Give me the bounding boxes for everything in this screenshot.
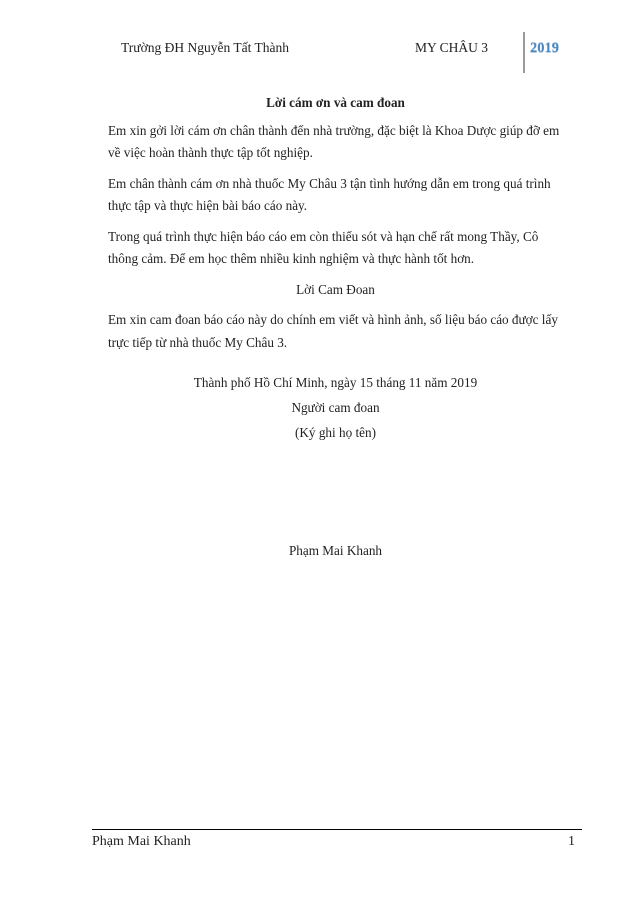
signer-label: Người cam đoan xyxy=(291,400,380,415)
signature-note: (Ký ghi họ tên) xyxy=(295,425,376,440)
header-school-name: Trường ĐH Nguyễn Tất Thành xyxy=(121,40,289,55)
header-year: 2019 xyxy=(530,40,559,56)
paragraph-1: Em xin gởi lời cám ơn chân thành đến nhà trường, đặc biệt là Khoa Dược giúp đỡ em về việc hoàn thành thực tập tốt nghiệp. xyxy=(108,122,560,160)
page-header xyxy=(0,0,638,80)
signer-name: Phạm Mai Khanh xyxy=(288,543,383,558)
paragraph-3: Trong quá trình thực hiện báo cáo em còn thiếu sót và hạn chế rất mong Thầy, Cô thông cảm. Để em học thêm nhiều kinh nghiệm và thực hành tốt hơn. xyxy=(108,228,539,266)
page-title: Lời cám ơn và cam đoan xyxy=(266,95,405,110)
section-subtitle: Lời Cam Đoan xyxy=(296,281,375,297)
paragraph-2: Em chân thành cám ơn nhà thuốc My Châu 3 tận tình hướng dẫn em trong quá trình thực tập và thực hiện bài báo cáo này. xyxy=(108,175,551,213)
declaration-paragraph: Em xin cam đoan báo cáo này do chính em viết và hình ảnh, số liệu báo cáo được lấy trực tiếp từ nhà thuốc My Châu 3. xyxy=(108,312,558,350)
date-line: Thành phố Hồ Chí Minh, ngày 15 tháng 11 năm 2019 xyxy=(193,375,478,390)
header-divider xyxy=(523,32,525,73)
page-number: 1 xyxy=(568,834,575,849)
page-body xyxy=(108,92,563,558)
footer-divider xyxy=(92,829,582,830)
footer-author: Phạm Mai Khanh xyxy=(92,834,191,849)
header-store-name: MY CHÂU 3 xyxy=(415,40,489,55)
